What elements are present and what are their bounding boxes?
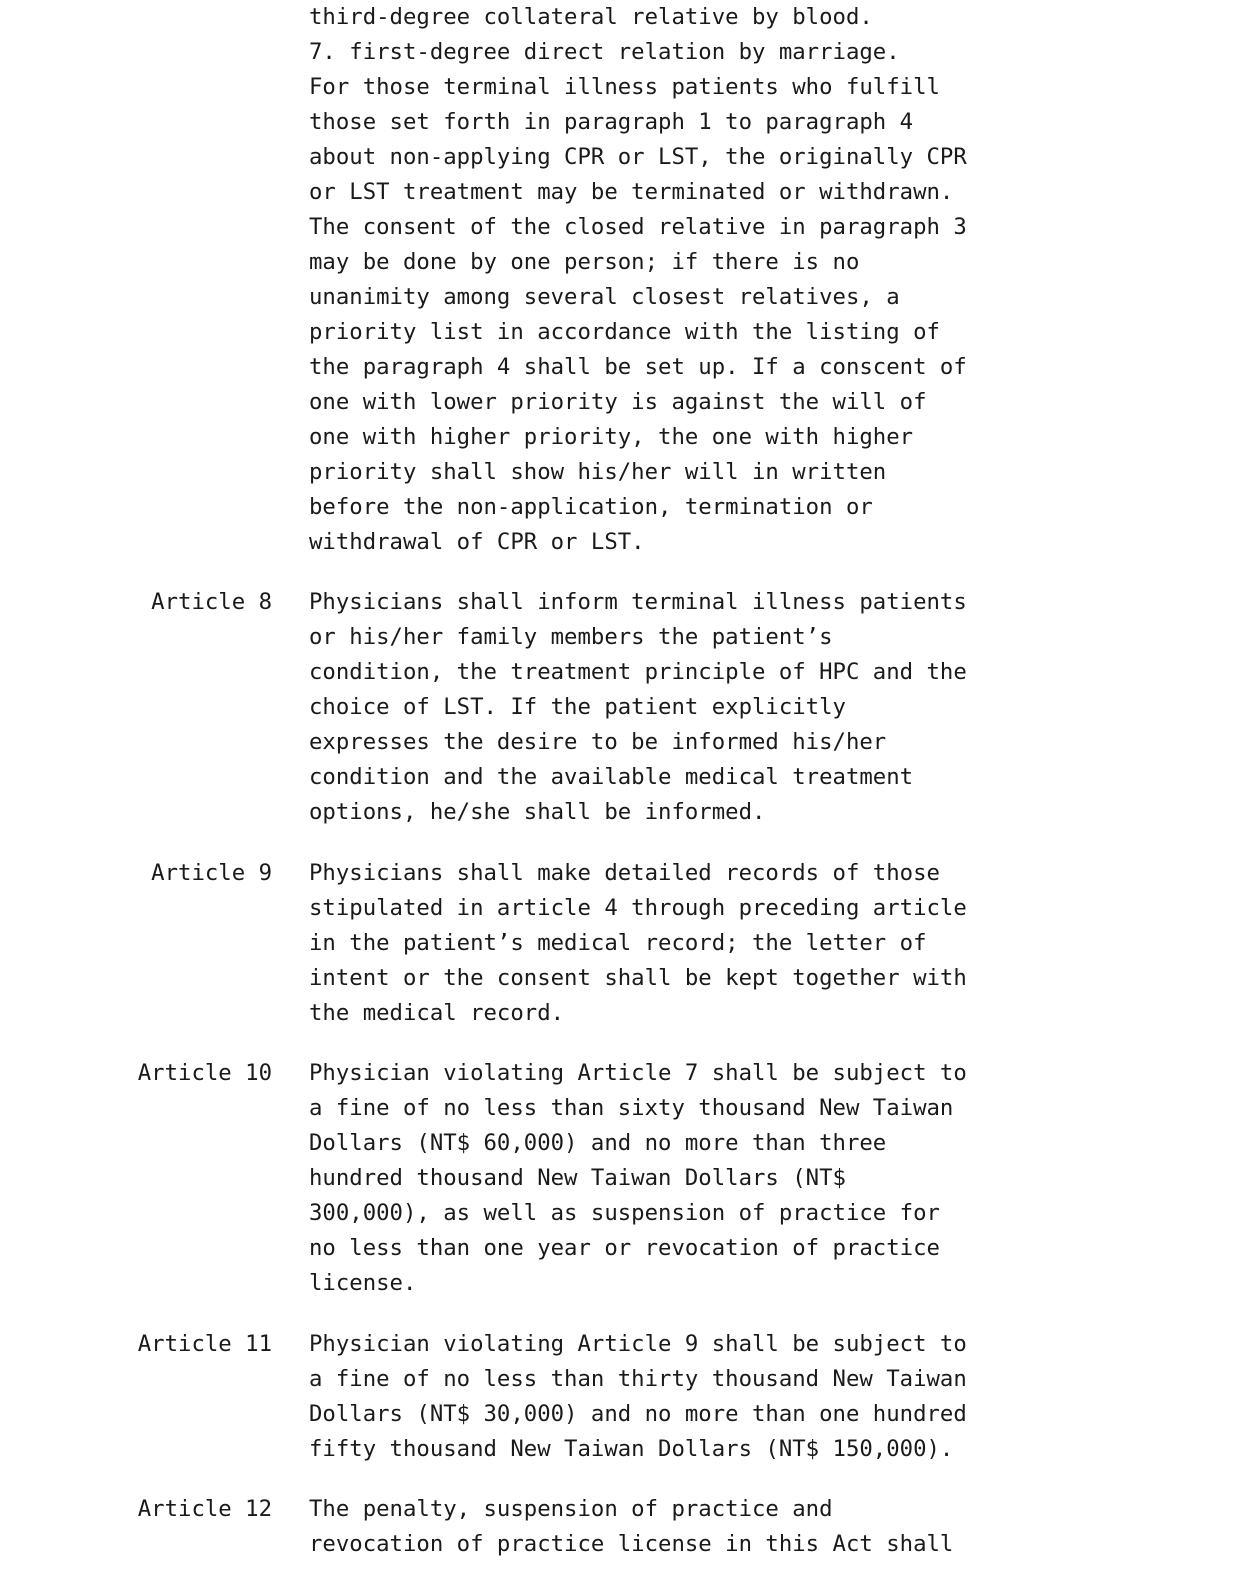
body-line: about non-applying CPR or LST, the originally CPR: [309, 144, 967, 170]
article-body: [309, 856, 969, 1031]
article-label: Article 9: [151, 860, 272, 886]
body-line: one with higher priority, the one with higher: [309, 424, 914, 450]
article-label: Article 11: [137, 1331, 272, 1357]
article-body: [309, 0, 969, 560]
body-line: choice of LST. If the patient explicitly: [309, 694, 846, 720]
body-line: The consent of the closed relative in paragraph 3: [309, 214, 967, 240]
body-line: Physicians shall inform terminal illness patients: [309, 589, 967, 615]
body-line: condition, the treatment principle of HPC and the: [309, 659, 967, 685]
body-line: those set forth in paragraph 1 to paragraph 4: [309, 109, 914, 135]
body-line: hundred thousand New Taiwan Dollars (NT$: [309, 1165, 846, 1191]
article-body: [309, 585, 969, 830]
body-line: license.: [309, 1270, 417, 1296]
body-line: or LST treatment may be terminated or withdrawn.: [309, 179, 954, 205]
body-line: Dollars (NT$ 60,000) and no more than three: [309, 1130, 887, 1156]
body-line: one with lower priority is against the will of: [309, 389, 927, 415]
body-line: options, he/she shall be informed.: [309, 799, 766, 825]
body-line: 7. first-degree direct relation by marriage.: [309, 39, 900, 65]
body-line: Physician violating Article 7 shall be subject to: [309, 1060, 967, 1086]
body-line: Physicians shall make detailed records of those: [309, 860, 940, 886]
article-body: [309, 1327, 969, 1467]
body-line: For those terminal illness patients who fulfill: [309, 74, 940, 100]
article-label: Article 10: [137, 1060, 272, 1086]
body-line: or his/her family members the patient’s: [309, 624, 833, 650]
body-line: fifty thousand New Taiwan Dollars (NT$ 150,000).: [309, 1436, 954, 1462]
article-label: Article 8: [151, 589, 272, 615]
body-line: revocation of practice license in this Act shall: [309, 1531, 954, 1557]
body-line: expresses the desire to be informed his/her: [309, 729, 887, 755]
body-line: Dollars (NT$ 30,000) and no more than one hundred: [309, 1401, 967, 1427]
body-line: stipulated in article 4 through preceding article: [309, 895, 967, 921]
body-line: withdrawal of CPR or LST.: [309, 529, 645, 555]
body-line: in the patient’s medical record; the letter of: [309, 930, 927, 956]
body-line: third-degree collateral relative by blood.: [309, 4, 873, 30]
body-line: The penalty, suspension of practice and: [309, 1496, 833, 1522]
body-line: 300,000), as well as suspension of practice for: [309, 1200, 940, 1226]
body-line: priority list in accordance with the listing of: [309, 319, 940, 345]
body-line: Physician violating Article 9 shall be subject to: [309, 1331, 967, 1357]
body-line: the paragraph 4 shall be set up. If a conscent of: [309, 354, 967, 380]
body-line: priority shall show his/her will in written: [309, 459, 887, 485]
body-line: intent or the consent shall be kept together with: [309, 965, 967, 991]
body-line: a fine of no less than thirty thousand New Taiwan: [309, 1366, 967, 1392]
body-line: a fine of no less than sixty thousand New Taiwan: [309, 1095, 954, 1121]
body-line: the medical record.: [309, 1000, 565, 1026]
article-body: [309, 1492, 969, 1562]
body-line: may be done by one person; if there is no: [309, 249, 860, 275]
body-line: condition and the available medical treatment: [309, 764, 914, 790]
article-label: Article 12: [137, 1496, 272, 1522]
body-line: before the non-application, termination or: [309, 494, 873, 520]
body-line: no less than one year or revocation of practice: [309, 1235, 940, 1261]
article-body: [309, 1056, 969, 1301]
body-line: unanimity among several closest relatives, a: [309, 284, 900, 310]
